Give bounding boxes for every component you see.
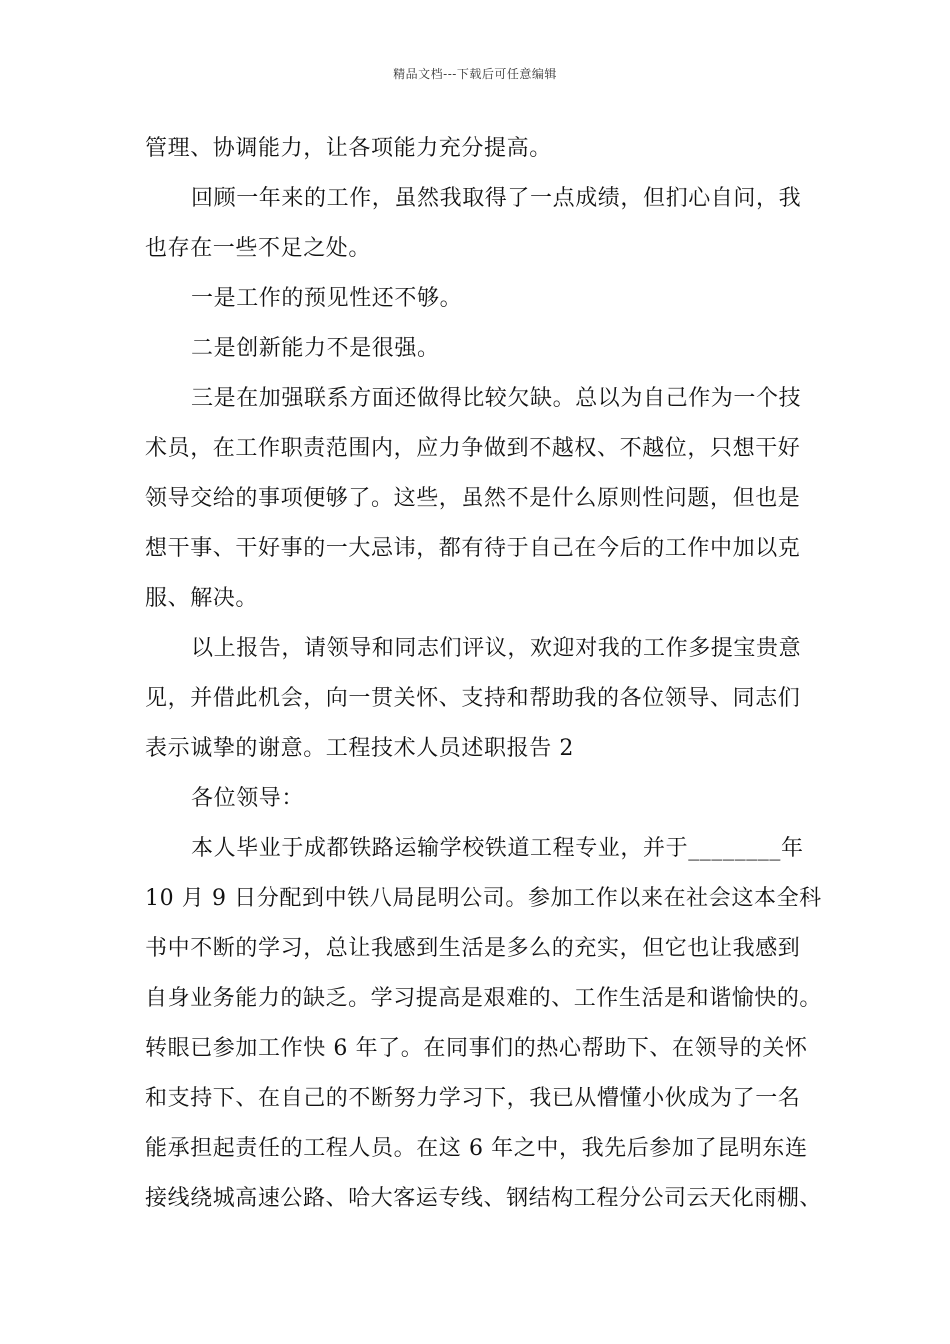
text-line: 服、解决。 — [145, 586, 259, 611]
text-line: 领导交给的事项便够了。这些，虽然不是什么原则性问题，但也是 — [145, 486, 801, 511]
text-line: 也存在一些不足之处。 — [145, 236, 372, 261]
text-line: 10 月 9 日分配到中铁八局昆明公司。参加工作以来在社会这本全科 — [145, 886, 822, 911]
text-line: 想干事、干好事的一大忌讳，都有待于自己在今后的工作中加以克 — [145, 536, 801, 561]
text-line: 二是创新能力不是很强。 — [191, 336, 440, 361]
text-line: 三是在加强联系方面还做得比较欠缺。总以为自己作为一个技 — [191, 386, 802, 411]
text-line: 能承担起责任的工程人员。在这 6 年之中，我先后参加了昆明东连 — [145, 1136, 808, 1161]
text-line: 管理、协调能力，让各项能力充分提高。 — [145, 136, 552, 161]
text-line: 书中不断的学习，总让我感到生活是多么的充实，但它也让我感到 — [145, 936, 801, 961]
page-header: 精品文档---下载后可任意编辑 — [393, 67, 557, 81]
text-line: 转眼已参加工作快 6 年了。在同事们的热心帮助下、在领导的关怀 — [145, 1036, 808, 1061]
text-line: 自身业务能力的缺乏。学习提高是艰难的、工作生活是和谐愉快的。 — [145, 986, 823, 1011]
text-line: 和支持下、在自己的不断努力学习下，我已从懵懂小伙成为了一名 — [145, 1086, 801, 1111]
text-line: 回顾一年来的工作，虽然我取得了一点成绩，但扪心自问，我 — [191, 186, 802, 211]
text-line: 各位领导： — [191, 786, 305, 811]
text-line: 表示诚挚的谢意。工程技术人员述职报告 2 — [145, 736, 574, 761]
text-line: 接线绕城高速公路、哈大客运专线、钢结构工程分公司云天化雨棚、 — [145, 1186, 823, 1211]
text-line: 见，并借此机会，向一贯关怀、支持和帮助我的各位领导、同志们 — [145, 686, 801, 711]
text-line: 以上报告，请领导和同志们评议，欢迎对我的工作多提宝贵意 — [191, 636, 802, 661]
text-line: 一是工作的预见性还不够。 — [191, 286, 463, 311]
text-line: 术员，在工作职责范围内，应力争做到不越权、不越位，只想干好 — [145, 436, 801, 461]
text-line: 本人毕业于成都铁路运输学校铁道工程专业，并于________年 — [191, 836, 804, 861]
